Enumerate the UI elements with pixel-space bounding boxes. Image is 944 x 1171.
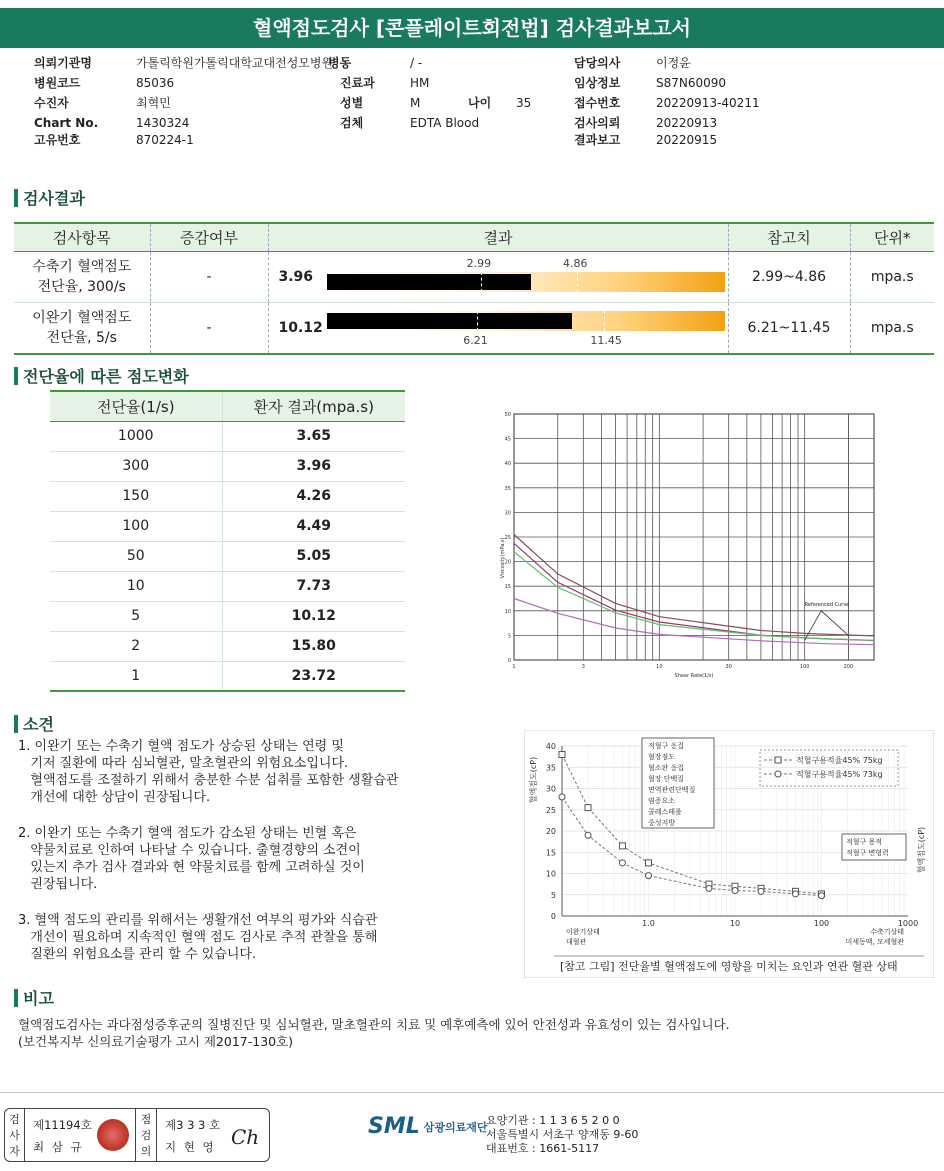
chart1-y-tick: 20 [504,559,511,566]
chart2-y-tick: 15 [545,848,556,858]
logo-corp-name: 삼광의료재단 [423,1120,488,1134]
result-row [14,302,934,354]
section-bar [14,189,18,207]
section-remarks-title: 비고 [23,989,54,1008]
section-shear-title: 전단율에 따른 점도변화 [23,367,189,386]
opinion-line: 권장됩니다. [18,877,98,892]
chart2-point-circle [646,873,652,879]
result-value: 10.12 [278,319,323,336]
info-label: 병동 [328,56,352,70]
chart1-y-tick: 40 [504,461,511,468]
opinion-paragraph [18,825,398,893]
shear-result: 10.12 [222,601,405,631]
shear-result: 4.26 [222,481,405,511]
shear-result: 3.96 [222,451,405,481]
chart1-x-label: Shear Rate(1/s) [674,673,714,679]
chart2-point-circle [792,891,798,897]
shear-rate: 150 [50,481,222,511]
inspector-seal-stamp [97,1119,129,1151]
opinion-line: 질환의 위험요소를 관리 할 수 있습니다. [18,947,257,962]
inspector-label [5,1109,25,1161]
checker-label [135,1109,157,1161]
ref-low-tick: 6.21 [463,333,488,347]
age-label: 나이 [468,96,492,110]
chart2-point-square [619,843,625,849]
chart2-point-circle [559,794,565,800]
chart1-y-label: Viscosity(mPa.s) [500,537,506,579]
viscosity-curve-chart [496,408,882,684]
info-value: 85036 [136,76,175,90]
col-unit: 단위* [850,223,934,251]
shear-rate: 5 [50,601,222,631]
chart2-factor-item: 콜레스테롤 [648,808,682,816]
result-graph-cell [268,302,728,354]
chart2-y-tick: 10 [545,869,556,879]
shear-row [50,601,405,631]
opinion-paragraph [18,912,398,963]
section-bar [14,367,18,385]
chart1-x-tick: 3 [581,664,585,670]
chart1-y-tick: 0 [507,658,511,664]
chart2-side-label: 혈액점도(cP) [917,826,926,874]
chart2-factor-item: 염증요소 [648,797,676,805]
info-label: 결과보고 [574,133,621,147]
result-item [14,251,150,302]
checker-signature: Ch [231,1125,260,1149]
ref-low-marker [481,272,482,292]
chart1-annotation: Referenced Curve [804,601,850,608]
chart1-y-tick: 35 [504,485,511,492]
shear-row [50,631,405,661]
ref-high-tick: 11.45 [590,333,622,347]
chart2-point-square [646,860,652,866]
info-label: 의뢰기관명 [34,56,92,70]
result-bar-fill [327,274,531,290]
chart2-right-item: 적혈구 용적 [846,838,883,846]
ref-high-marker [604,311,605,331]
result-unit: mpa.s [850,251,934,302]
section-bar [14,989,18,1007]
chart1-x-tick: 200 [843,664,854,670]
result-graph-cell [268,251,728,302]
shear-row [50,541,405,571]
shear-col-rate: 전단율(1/s) [50,391,222,421]
opinion-line: 2. 이완기 또는 수축기 혈액 점도가 감소된 상태는 빈혈 혹은 [18,826,357,841]
shear-result: 7.73 [222,571,405,601]
results-table [14,222,934,355]
opinion-line: 개선에 대한 상담이 권장됩니다. [18,790,211,805]
report-title: 혈액점도검사 [콘플레이트회전법] 검사결과보고서 [0,8,944,48]
chart2-point-circle [619,860,625,866]
remarks-text [18,1016,730,1050]
shear-result: 5.05 [222,541,405,571]
chart2-right-item: 적혈구 변형력 [846,849,889,857]
section-opinion-title: 소견 [23,715,54,734]
chart2-factor-item: 중성지방 [648,819,676,827]
chart2-point-square [585,805,591,811]
shear-result: 15.80 [222,631,405,661]
inspector-label-char: 자 [9,1145,20,1158]
chart2-y-tick: 35 [545,763,556,773]
shear-rate: 2 [50,631,222,661]
inspector-label-char: 사 [9,1129,20,1142]
opinion-line: 약물치료로 인하여 나타날 수 있습니다. 출혈경향의 소견이 [18,843,361,858]
chart1-y-tick: 5 [507,633,511,640]
chart1-x-tick: 100 [799,664,810,670]
result-unit: mpa.s [850,302,934,354]
chart2-point-square [559,752,565,758]
result-item-line1: 이완기 혈액점도 [32,309,132,326]
col-result: 결과 [268,223,728,251]
chart1-x-tick: 1 [512,664,516,670]
section-bar [14,715,18,733]
shear-row [50,481,405,511]
result-item-line2: 전단율, 5/s [46,329,117,346]
age-value: 35 [516,96,532,110]
chart2-point-circle [819,893,825,899]
remarks-line-2: (보건복지부 신의료기술평가 고시 제2017-130호) [18,1034,294,1049]
info-label: 접수번호 [574,96,621,110]
shear-row [50,661,405,691]
info-value: 870224-1 [136,133,194,147]
info-label: 성별 [340,96,364,110]
chart2-point-circle [585,832,591,838]
shear-col-result: 환자 결과(mpa.s) [222,391,405,421]
chart2-point-circle [706,885,712,891]
info-label: 수진자 [34,96,69,110]
info-value: 이정윤 [656,56,691,70]
info-label: 임상정보 [574,76,621,90]
chart2-y-tick: 25 [545,805,556,815]
ref-low-marker [477,311,478,331]
shear-row [50,421,405,451]
opinion-line: 3. 혈액 점도의 관리를 위해서는 생활개선 여부의 평가와 식습관 [18,913,378,928]
checker-label-char: 의 [140,1145,152,1158]
chart2-factor-item: 혈장점도 [648,753,676,761]
chart1-y-tick: 30 [504,510,511,517]
opinion-paragraph [18,738,398,806]
result-graph [269,303,728,353]
chart2-factor-item: 혈장 단백질 [648,775,685,783]
chart1-y-tick: 10 [504,608,511,615]
info-value: M [410,96,421,110]
section-remarks-heading [14,986,54,1009]
address-line-3: 대표번호 : 1661-5117 [486,1142,600,1155]
info-value: 20220913-40211 [656,96,760,110]
chart2-factor-item: 적혈구 응집 [648,742,685,750]
result-item [14,302,150,354]
info-value: 가톨릭학원가톨릭대학교대전성모병원 [136,56,334,70]
sml-logo [368,1114,488,1139]
section-results-heading [14,186,85,209]
result-row [14,251,934,302]
chart2-x-tick: 1000 [897,919,919,928]
info-value: EDTA Blood [410,116,480,130]
inspector-number: 제11194호 [33,1118,92,1132]
shear-result: 3.65 [222,421,405,451]
result-reference: 2.99~4.86 [728,251,850,302]
section-results-title: 검사결과 [23,189,85,208]
shear-rate: 1 [50,661,222,691]
opinion-line: 기저 질환에 따라 심뇌혈관, 말초혈관의 위험요소입니다. [18,756,349,771]
shear-rate: 10 [50,571,222,601]
shear-row [50,511,405,541]
chart2-note-left: 이완기상태 [566,928,600,936]
ref-high-marker [577,272,578,292]
info-value: 20220915 [656,133,718,147]
section-opinion-heading [14,712,54,735]
opinion-line: 개선이 필요하며 지속적인 혈액 점도 검사로 추적 관찰을 통해 [18,930,378,945]
patient-info [0,0,944,160]
chart2-legend-marker [775,771,781,777]
info-value: 1430324 [136,116,190,130]
result-change: - [150,251,268,302]
address-line-1: 요양기관 : 1 1 3 6 5 2 0 0 [486,1114,620,1127]
chart1-y-tick: 15 [504,584,511,591]
address-line-2: 서울특별시 서초구 양재동 9-60 [486,1128,639,1141]
institution-address [486,1114,638,1156]
opinion-text [18,738,398,982]
checker-label-char: 점 [140,1113,152,1126]
reference-figure-caption: [참고 그림] 전단율별 혈액점도에 영향을 미치는 요인과 연관 혈관 상태 [560,960,898,973]
logo-text: SML [368,1114,420,1139]
chart2-y-tick: 40 [545,742,556,751]
col-reference: 참고치 [728,223,850,251]
shear-row [50,451,405,481]
col-item: 검사항목 [14,223,150,251]
reference-figure-chart [524,730,934,978]
chart1-x-tick: 10 [656,664,663,670]
chart2-y-tick: 30 [545,784,556,794]
chart2-factor-item: 혈소판 응집 [648,764,685,772]
chart1-y-tick: 45 [504,436,511,443]
result-item-line1: 수축기 혈액점도 [32,258,132,275]
info-label: 병원코드 [34,76,81,90]
info-label: 검사의뢰 [574,116,621,130]
result-value: 3.96 [278,268,314,285]
info-label: 고유번호 [34,133,81,147]
shear-result: 4.49 [222,511,405,541]
checker-name: 지 현 영 [165,1140,216,1154]
chart1-y-tick: 50 [504,412,511,418]
footer-divider [0,1092,944,1093]
shear-rate: 300 [50,451,222,481]
ref-high-tick: 4.86 [563,256,588,270]
chart2-note-right: 수축기상태 [870,928,904,936]
chart2-factor-item: 면역관련단백질 [648,786,696,794]
chart2-note-right-2: 미세동맥, 모세혈관 [845,938,904,946]
chart2-legend-label: 적혈구용적율45% 75kg [796,756,883,765]
shear-row [50,571,405,601]
chart2-y-tick: 20 [545,827,556,836]
chart2-x-tick: 1.0 [642,919,655,928]
shear-rate: 1000 [50,421,222,451]
info-value: / - [410,56,423,70]
result-reference: 6.21~11.45 [728,302,850,354]
result-bar-fill [327,313,573,329]
info-value: 20220913 [656,116,718,130]
chart2-note-left-2: 대혈관 [566,938,587,946]
chart2-legend-marker [775,757,781,763]
result-change: - [150,302,268,354]
inspector-label-char: 검 [9,1113,20,1126]
inspector-name: 최 삼 규 [33,1140,84,1154]
shear-table [50,390,405,692]
ref-low-tick: 2.99 [466,256,492,270]
chart2-x-tick: 100 [813,919,830,928]
result-graph [269,252,728,302]
info-value: 최혁민 [136,96,171,110]
chart2-x-tick: 10 [729,919,741,928]
chart1-y-tick: 25 [504,535,511,541]
info-value: HM [410,76,430,90]
signature-box [4,1108,270,1162]
opinion-line: 1. 이완기 또는 수축기 혈액 점도가 상승된 상태는 연령 및 [18,739,344,754]
chart2-y-label: 혈액점도(cP) [529,756,538,804]
opinion-line: 혈액점도를 조절하기 위해서 충분한 수분 섭취를 포함한 생활습관 [18,773,399,788]
result-item-line2: 전단율, 300/s [37,278,126,295]
chart2-point-circle [758,888,764,894]
info-label: Chart No. [34,116,99,130]
info-value: S87N60090 [656,76,727,90]
chart2-y-tick: 5 [550,890,556,900]
checker-number: 제3 3 3 호 [165,1118,221,1132]
info-label: 검체 [340,116,364,130]
shear-result: 23.72 [222,661,405,691]
shear-rate: 50 [50,541,222,571]
chart2-legend-label: 적혈구용적율45% 73kg [796,770,883,779]
opinion-line: 있는지 추가 검사 결과와 현 약물치료를 함께 고려하실 것이 [18,860,365,875]
col-change: 증감여부 [150,223,268,251]
info-label: 담당의사 [574,56,621,70]
info-label: 진료과 [340,76,375,90]
chart2-y-tick: 0 [550,912,556,921]
shear-rate: 100 [50,511,222,541]
section-shear-heading [14,364,189,387]
remarks-line-1: 혈액점도검사는 과다점성증후군의 질병진단 및 심뇌혈관, 말초혈관의 치료 및 예후예측에 있어 안전성과 유효성이 있는 검사입니다. [18,1017,730,1032]
chart1-x-tick: 30 [725,664,732,670]
chart2-point-circle [732,888,738,894]
checker-label-char: 검 [140,1129,152,1142]
